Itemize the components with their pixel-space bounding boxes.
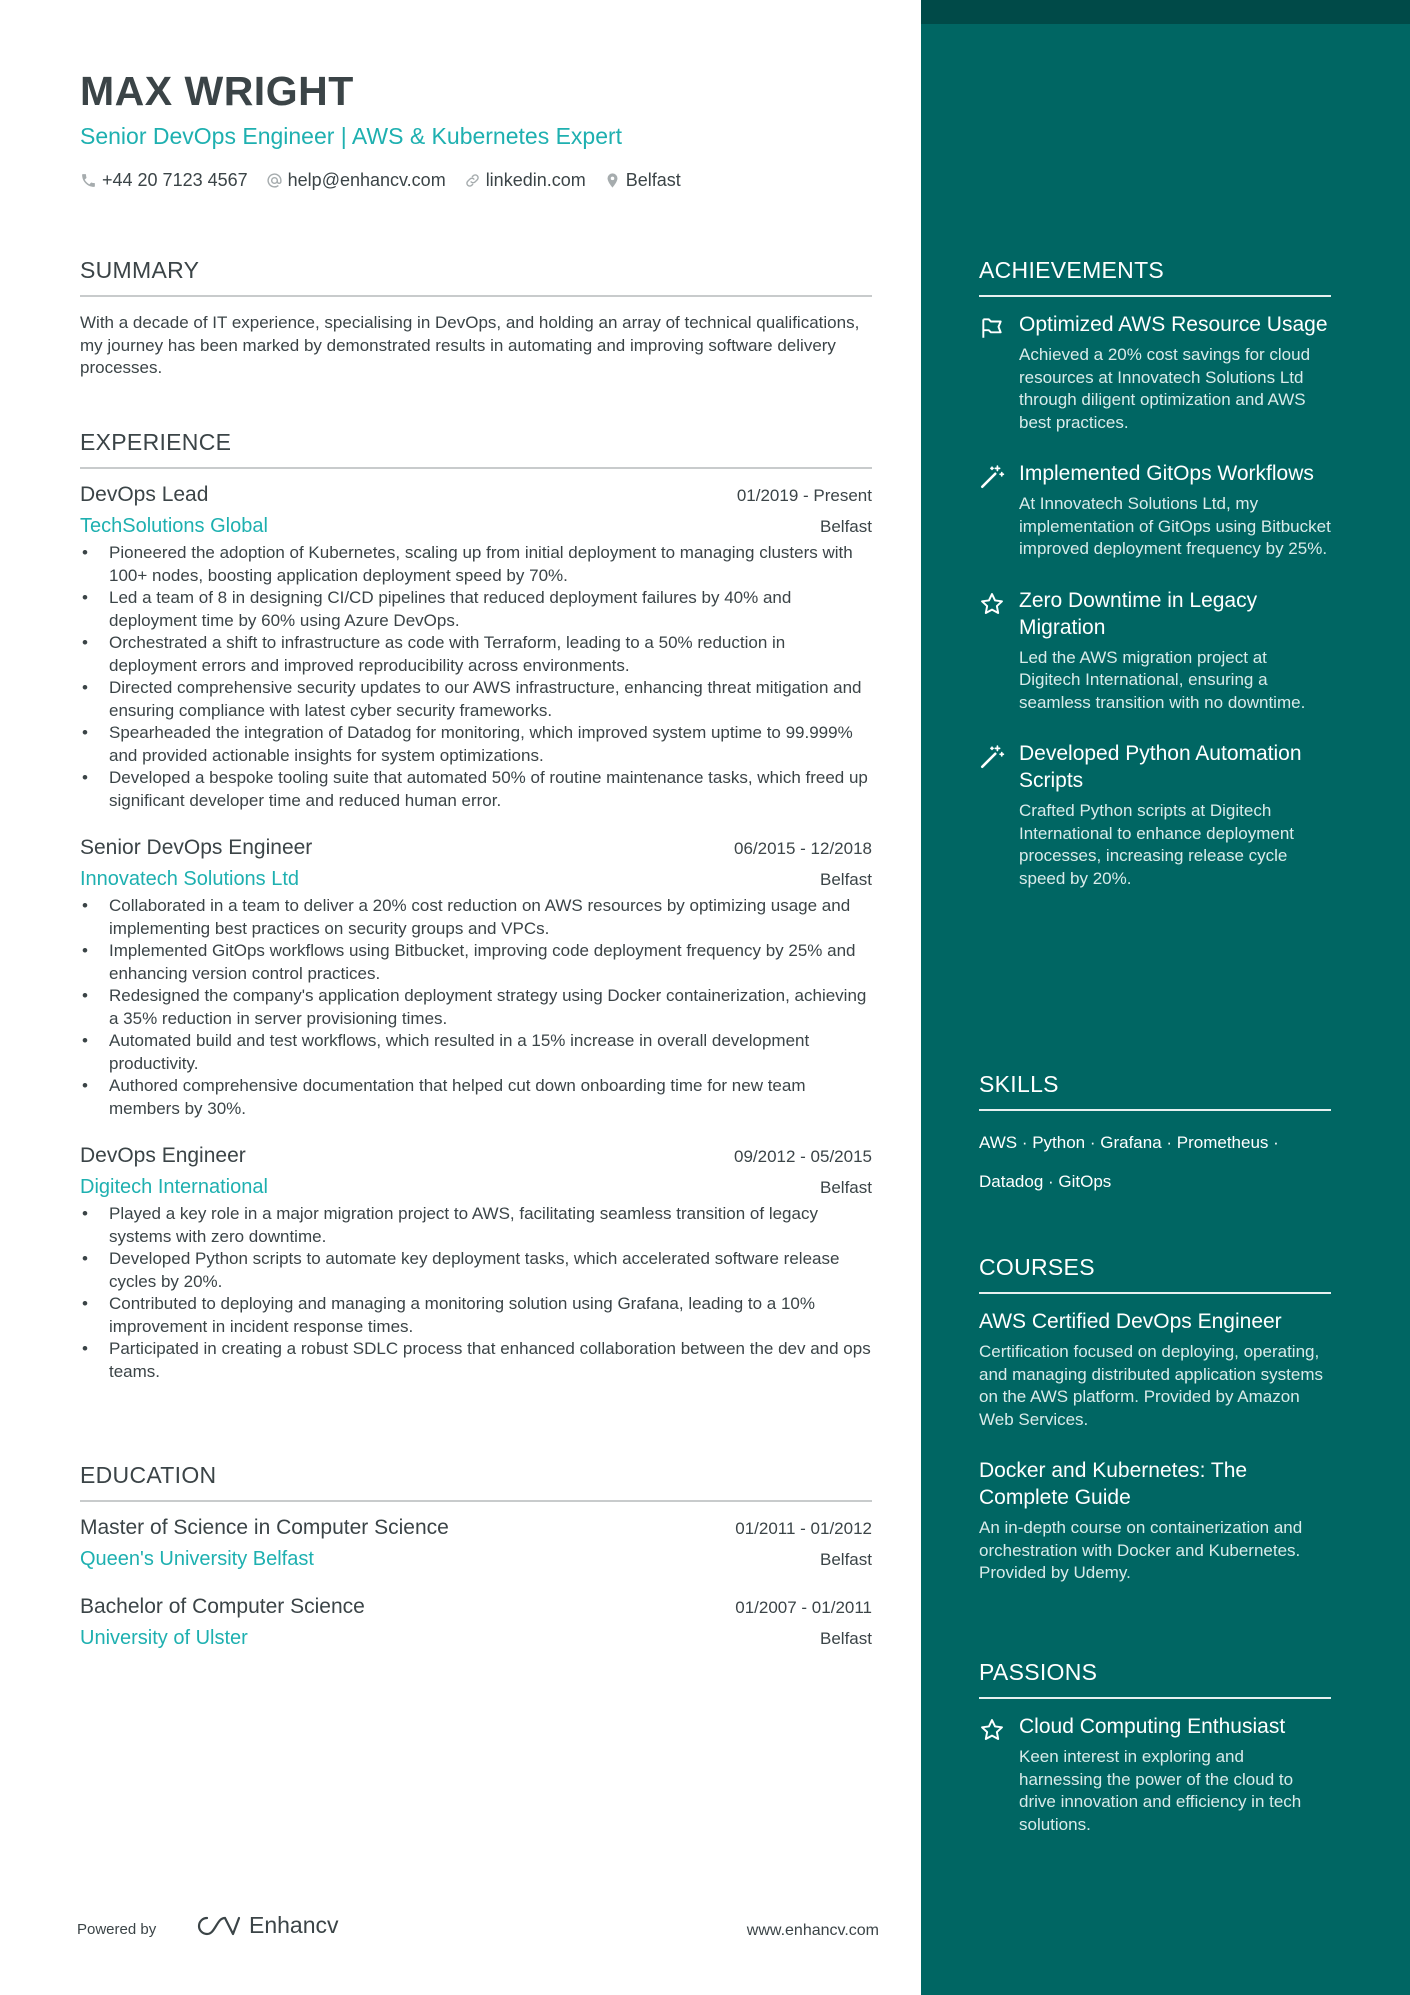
education-dates: 01/2011 - 01/2012 bbox=[735, 1519, 872, 1538]
education-heading: EDUCATION bbox=[80, 1462, 217, 1488]
company-name: Digitech International bbox=[80, 1176, 268, 1198]
job-location: Belfast bbox=[820, 1178, 872, 1197]
bullet-item: • Contributed to deploying and managing a monitoring solution using Grafana, leading to a 10% improvement in incident response times. bbox=[109, 1293, 872, 1338]
contact-link[interactable] bbox=[464, 170, 586, 191]
job-location: Belfast bbox=[820, 870, 872, 889]
job-title: Senior DevOps Engineer bbox=[80, 836, 313, 859]
achievements-heading: ACHIEVEMENTS bbox=[979, 257, 1165, 283]
magic-wand-icon bbox=[979, 464, 1005, 490]
section-divider bbox=[979, 1292, 1331, 1294]
education-location: Belfast bbox=[820, 1629, 872, 1648]
education-entry bbox=[80, 1516, 872, 1571]
education-location: Belfast bbox=[820, 1550, 872, 1569]
achievement-desc: Crafted Python scripts at Digitech International to enhance deployment processes, increasing release cycle speed by 20%. bbox=[1019, 801, 1295, 888]
magic-wand-icon bbox=[979, 744, 1005, 770]
contact-email[interactable] bbox=[266, 170, 446, 191]
bullet-item: • Pioneered the adoption of Kubernetes, scaling up from initial deployment to managing clusters with 100+ nodes, boosting application deployment speed by 70%. bbox=[109, 542, 872, 587]
course-desc: Certification focused on deploying, operating, and managing distributed application systems on the AWS platform. Provided by Amazon Web Services. bbox=[979, 1342, 1323, 1429]
course-title: Docker and Kubernetes: The Complete Guide bbox=[979, 1459, 1248, 1509]
company-name: Innovatech Solutions Ltd bbox=[80, 868, 300, 890]
job-bullets bbox=[80, 895, 872, 1120]
bullet-item: • Implemented GitOps workflows using Bitbucket, improving code deployment frequency by 25% and enhancing version control practices. bbox=[109, 940, 872, 985]
bullet-item: • Authored comprehensive documentation that helped cut down onboarding time for new team members by 30%. bbox=[109, 1075, 872, 1120]
contact-phone[interactable] bbox=[80, 170, 248, 191]
passions-heading: PASSIONS bbox=[979, 1659, 1098, 1685]
skills-line: AWS · Python · Grafana · Prometheus · bbox=[979, 1133, 1279, 1152]
bullet-item: • Redesigned the company's application deployment strategy using Docker containerization, achieving a 35% reduction in server provisioning times. bbox=[109, 985, 872, 1030]
job-title: DevOps Lead bbox=[80, 483, 209, 506]
achievement-item bbox=[979, 460, 1331, 561]
passion-title: Cloud Computing Enthusiast bbox=[1019, 1715, 1286, 1738]
summary-heading: SUMMARY bbox=[80, 257, 200, 283]
school-name: Queen's University Belfast bbox=[80, 1548, 314, 1570]
bullet-item: • Played a key role in a major migration project to AWS, facilitating seamless transition of legacy systems with zero downtime. bbox=[109, 1203, 872, 1248]
achievement-title: Zero Downtime in Legacy Migration bbox=[1019, 588, 1258, 639]
degree-title: Bachelor of Computer Science bbox=[80, 1595, 365, 1618]
email-text: help@enhancv.com bbox=[287, 170, 446, 190]
footer bbox=[77, 1912, 879, 1952]
achievement-desc: Achieved a 20% cost savings for cloud resources at Innovatech Solutions Ltd through diligent optimization and AWS best practices. bbox=[1019, 345, 1311, 432]
brand-name: Enhancv bbox=[249, 1912, 339, 1938]
section-divider bbox=[80, 295, 872, 297]
summary-text: With a decade of IT experience, specialising in DevOps, and holding an array of technical qualifications, my journey has been marked by demonstrated results in automating and improving software delivery processes. bbox=[80, 313, 860, 377]
passion-item bbox=[979, 1713, 1331, 1836]
bullet-item: • Automated build and test workflows, which resulted in a 15% increase in overall development productivity. bbox=[109, 1030, 872, 1075]
achievement-title: Implemented GitOps Workflows bbox=[1019, 462, 1314, 485]
skills-line: Datadog · GitOps bbox=[979, 1172, 1112, 1191]
course-desc: An in-depth course on containerization and orchestration with Docker and Kubernetes. Provided by Udemy. bbox=[979, 1518, 1303, 1582]
star-icon bbox=[979, 1717, 1005, 1743]
section-divider bbox=[979, 1109, 1331, 1111]
job-entry bbox=[80, 1144, 872, 1383]
phone-icon bbox=[80, 172, 97, 189]
section-divider bbox=[979, 295, 1331, 297]
powered-by-text: Powered by bbox=[77, 1921, 157, 1938]
contact-location bbox=[604, 170, 681, 191]
job-bullets bbox=[80, 1203, 872, 1383]
achievement-item bbox=[979, 311, 1331, 434]
education-section bbox=[80, 1462, 872, 1650]
passions-section bbox=[979, 1659, 1331, 1836]
sidebar-top-band bbox=[921, 0, 1410, 24]
candidate-title: Senior DevOps Engineer | AWS & Kubernetes Expert bbox=[80, 123, 623, 149]
bullet-item: • Directed comprehensive security updates to our AWS infrastructure, enhancing threat mitigation and ensuring compliance with latest cyber security frameworks. bbox=[109, 677, 872, 722]
skills-section bbox=[979, 1071, 1331, 1201]
job-bullets bbox=[80, 542, 872, 812]
achievement-title: Developed Python Automation Scripts bbox=[1019, 742, 1302, 792]
job-entry bbox=[80, 836, 872, 1120]
candidate-name: MAX WRIGHT bbox=[80, 68, 354, 114]
achievement-item bbox=[979, 740, 1331, 890]
education-dates: 01/2007 - 01/2011 bbox=[735, 1598, 872, 1617]
courses-section bbox=[979, 1254, 1331, 1585]
location-text: Belfast bbox=[625, 170, 681, 190]
bullet-item: • Developed a bespoke tooling suite that automated 50% of routine maintenance tasks, which freed up significant developer time and reduced human error. bbox=[109, 767, 872, 812]
experience-section bbox=[80, 429, 872, 1383]
section-divider bbox=[80, 1500, 872, 1502]
job-entry bbox=[80, 483, 872, 812]
skills-heading: SKILLS bbox=[979, 1071, 1059, 1097]
passion-desc: Keen interest in exploring and harnessing the power of the cloud to drive innovation and efficiency in tech solutions. bbox=[1019, 1747, 1302, 1834]
achievement-title: Optimized AWS Resource Usage bbox=[1019, 313, 1328, 336]
achievement-desc: Led the AWS migration project at Digitech International, ensuring a seamless transition with no downtime. bbox=[1019, 647, 1306, 712]
job-location: Belfast bbox=[820, 517, 872, 536]
achievement-desc: At Innovatech Solutions Ltd, my implementation of GitOps using Bitbucket improved deployment frequency by 25%. bbox=[1019, 494, 1331, 558]
company-name: TechSolutions Global bbox=[80, 515, 268, 537]
contact-bar bbox=[80, 170, 681, 191]
skills-list bbox=[979, 1123, 1331, 1201]
link-icon bbox=[464, 172, 481, 189]
course-item bbox=[979, 1457, 1331, 1585]
location-pin-icon bbox=[604, 172, 621, 189]
school-name: University of Ulster bbox=[80, 1627, 248, 1649]
bullet-item: • Orchestrated a shift to infrastructure as code with Terraform, leading to a 50% reduction in deployment errors and improved reproducibility across environments. bbox=[109, 632, 872, 677]
courses-heading: COURSES bbox=[979, 1254, 1095, 1280]
bullet-item: • Spearheaded the integration of Datadog for monitoring, which improved system uptime to 99.999% and provided actionable insights for system optimizations. bbox=[109, 722, 872, 767]
summary-section bbox=[80, 257, 872, 380]
education-entry bbox=[80, 1595, 872, 1650]
section-divider bbox=[80, 467, 872, 469]
at-icon bbox=[266, 172, 283, 189]
star-icon bbox=[979, 591, 1005, 617]
bullet-item: • Collaborated in a team to deliver a 20% cost reduction on AWS resources by optimizing usage and implementing best practices on security groups and VPCs. bbox=[109, 895, 872, 940]
bullet-item: • Participated in creating a robust SDLC process that enhanced collaboration between the dev and ops teams. bbox=[109, 1338, 872, 1383]
experience-heading: EXPERIENCE bbox=[80, 429, 232, 455]
job-title: DevOps Engineer bbox=[80, 1144, 246, 1167]
course-item bbox=[979, 1308, 1331, 1431]
enhancv-logo[interactable] bbox=[195, 1912, 339, 1939]
flag-icon bbox=[979, 315, 1005, 341]
website-link[interactable]: www.enhancv.com bbox=[746, 1922, 879, 1939]
course-title: AWS Certified DevOps Engineer bbox=[979, 1310, 1282, 1333]
job-dates: 09/2012 - 05/2015 bbox=[733, 1147, 872, 1166]
job-dates: 06/2015 - 12/2018 bbox=[733, 839, 872, 858]
link-text: linkedin.com bbox=[485, 170, 586, 190]
degree-title: Master of Science in Computer Science bbox=[80, 1516, 449, 1539]
section-divider bbox=[979, 1697, 1331, 1699]
achievements-section bbox=[979, 257, 1331, 890]
job-dates: 01/2019 - Present bbox=[736, 486, 872, 505]
bullet-item: • Developed Python scripts to automate key deployment tasks, which accelerated software release cycles by 20%. bbox=[109, 1248, 872, 1293]
enhancv-logo-icon bbox=[195, 1914, 241, 1938]
phone-text: +44 20 7123 4567 bbox=[102, 170, 248, 190]
achievement-item bbox=[979, 587, 1331, 715]
bullet-item: • Led a team of 8 in designing CI/CD pipelines that reduced deployment failures by 40% and deployment time by 60% using Azure DevOps. bbox=[109, 587, 872, 632]
